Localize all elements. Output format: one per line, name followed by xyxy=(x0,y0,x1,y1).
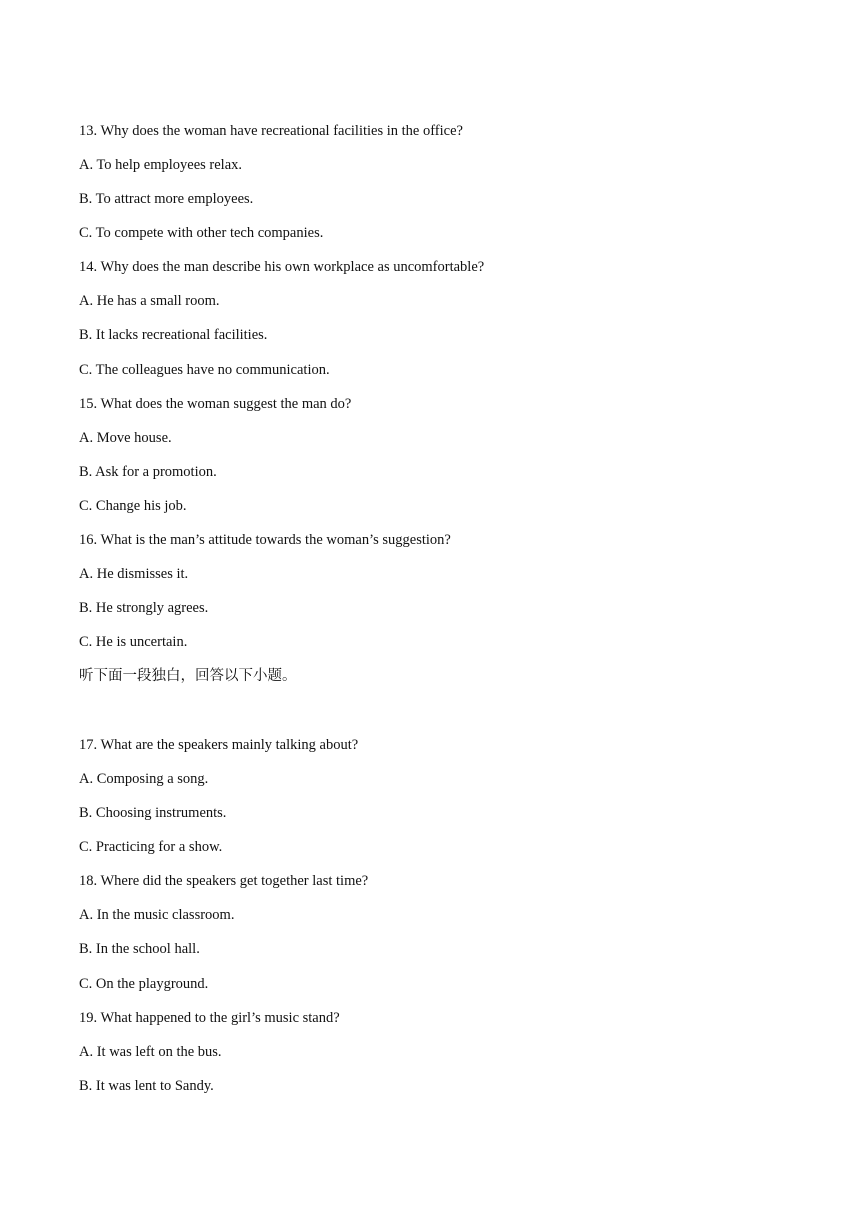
q13-option-a: A. To help employees relax. xyxy=(79,157,243,173)
q18-option-a: A. In the music classroom. xyxy=(79,907,235,923)
q17-option-b: B. Choosing instruments. xyxy=(79,805,227,821)
question-17: 17. What are the speakers mainly talking about? xyxy=(79,737,359,753)
q17-option-c: C. Practicing for a show. xyxy=(79,839,223,855)
q16-option-c: C. He is uncertain. xyxy=(79,634,188,650)
q15-option-c: C. Change his job. xyxy=(79,498,187,514)
q18-option-b: B. In the school hall. xyxy=(79,941,200,957)
q19-option-a: A. It was left on the bus. xyxy=(79,1044,222,1060)
question-13: 13. Why does the woman have recreational facilities in the office? xyxy=(79,123,463,139)
q16-option-a: A. He dismisses it. xyxy=(79,566,189,582)
q19-option-b: B. It was lent to Sandy. xyxy=(79,1078,214,1094)
question-19: 19. What happened to the girl’s music stand? xyxy=(79,1010,340,1026)
q16-option-b: B. He strongly agrees. xyxy=(79,600,209,616)
question-18: 18. Where did the speakers get together last time? xyxy=(79,873,369,889)
section-instruction: 听下面一段独白，回答以下小题。 xyxy=(79,668,297,684)
q15-option-b: B. Ask for a promotion. xyxy=(79,464,217,480)
q14-option-a: A. He has a small room. xyxy=(79,293,220,309)
q14-option-c: C. The colleagues have no communication. xyxy=(79,362,330,378)
q13-option-c: C. To compete with other tech companies. xyxy=(79,225,324,241)
q17-option-a: A. Composing a song. xyxy=(79,771,209,787)
question-16: 16. What is the man’s attitude towards the woman’s suggestion? xyxy=(79,532,451,548)
q15-option-a: A. Move house. xyxy=(79,430,172,446)
question-15: 15. What does the woman suggest the man do? xyxy=(79,396,352,412)
q18-option-c: C. On the playground. xyxy=(79,976,209,992)
q14-option-b: B. It lacks recreational facilities. xyxy=(79,327,268,343)
question-14: 14. Why does the man describe his own workplace as uncomfortable? xyxy=(79,259,485,275)
q13-option-b: B. To attract more employees. xyxy=(79,191,254,207)
